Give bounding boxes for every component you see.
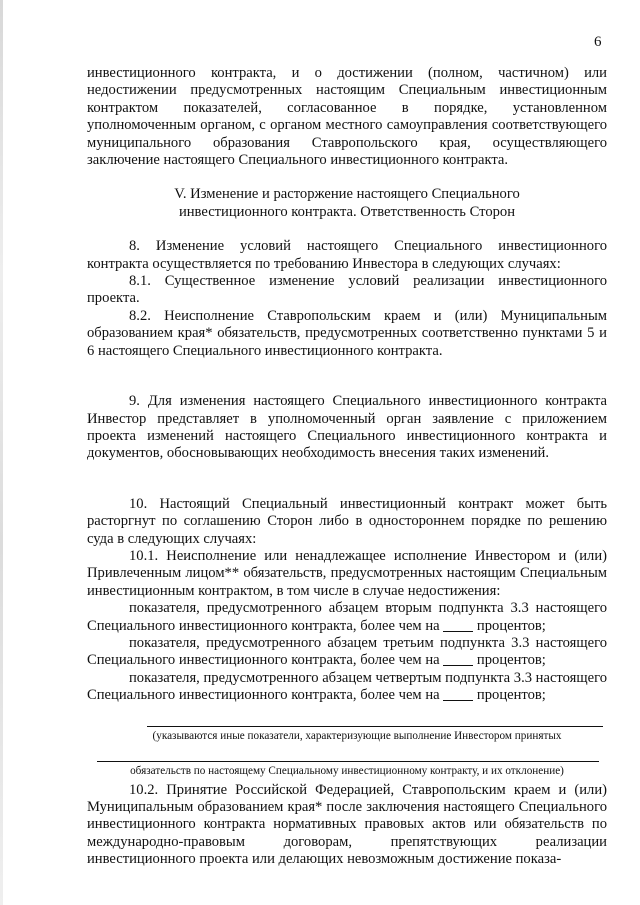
indicator-3 <box>87 635 607 670</box>
indicator-4 <box>87 670 607 705</box>
paragraph-10: 10. Настоящий Специальный инвестиционный контракт может быть расторгнут по соглашению Сторон либо в одностороннем порядке по решению суда в следующих случаях: <box>87 495 607 547</box>
paragraph-10-2: 10.2. Принятие Российской Федерацией, Ставропольским краем и (или) Муниципальным образованием края* после заключения настоящего Специального инвестиционного контракта нормативных правовых актов или обязательств по международно-правовым договорам, препятствующих реализации инвестиционного проекта или делающих невозможным достижение показа- <box>87 781 607 868</box>
fill-in-line <box>147 712 603 727</box>
paragraph-8-1: 8.1. Существенное изменение условий реализации инвестиционного проекта. <box>87 273 607 307</box>
paragraph-9: 9. Для изменения настоящего Специального инвестиционного контракта Инвестор представляет в уполномоченный орган заявление с приложением проекта изменений настоящего Специального инвестиционного контракта и документов, обосновывающих необходимость внесения таких изменений. <box>87 393 607 462</box>
indicator-2-unit: процентов; <box>473 617 546 634</box>
paragraph-continuation: инвестиционного контракта, и о достижении (полном, частичном) или недостижении предусмотренных настоящим Специальным инвестиционным контрактом показателей, согласованное в порядке, установленном уполномоченным органом, с органом местного самоуправления соответствующего муниципального образования Ставропольского края, осуществляющего заключение настоящего Специального инвестиционного контракта. <box>87 65 607 169</box>
blank-field <box>443 653 473 666</box>
paragraph-8: 8. Изменение условий настоящего Специального инвестиционного контракта осуществляется по требованию Инвестора в следующих случаях: <box>87 238 607 272</box>
heading-line-2: инвестиционного контракта. Ответственность Сторон <box>178 203 516 220</box>
scan-edge <box>0 0 3 905</box>
indicator-2 <box>87 600 607 635</box>
fill-in-note-2: обязательств по настоящему Специальному инвестиционному контракту, и их отклонение) <box>130 764 564 777</box>
paragraph-8-2: 8.2. Неисполнение Ставропольским краем и (или) Муниципальным образованием края* обязательств, предусмотренных соответственно пунктами 5 и 6 настоящего Специального инвестиционного контракта. <box>87 307 607 359</box>
indicator-4-text: показателя, предусмотренного абзацем четвертым подпункта 3.3 настоящего Специального инвестиционного контракта, более чем на <box>87 669 607 704</box>
heading-line-1: V. Изменение и расторжение настоящего Специального <box>174 186 520 203</box>
indicator-3-text: показателя, предусмотренного абзацем третьим подпункта 3.3 настоящего Специального инвестиционного контракта, более чем на <box>87 634 607 669</box>
indicator-4-unit: процентов; <box>473 687 546 704</box>
indicator-2-text: показателя, предусмотренного абзацем вторым подпункта 3.3 настоящего Специального инвестиционного контракта, более чем на <box>87 600 607 634</box>
document-body <box>87 65 607 869</box>
fill-in-note-1: (указываются иные показатели, характеризующие выполнение Инвестором принятых <box>152 729 562 742</box>
blank-field <box>443 688 473 701</box>
indicator-3-unit: процентов; <box>473 652 546 669</box>
paragraph-10-1: 10.1. Неисполнение или ненадлежащее исполнение Инвестором и (или) Привлеченным лицом** обязательств, предусмотренных настоящим Специальным инвестиционным контрактом, в том числе в случае недостижения: <box>87 547 607 599</box>
page-number: 6 <box>594 34 602 50</box>
section-heading <box>87 186 607 221</box>
fill-in-line-2 <box>97 745 599 762</box>
blank-field <box>443 619 473 632</box>
